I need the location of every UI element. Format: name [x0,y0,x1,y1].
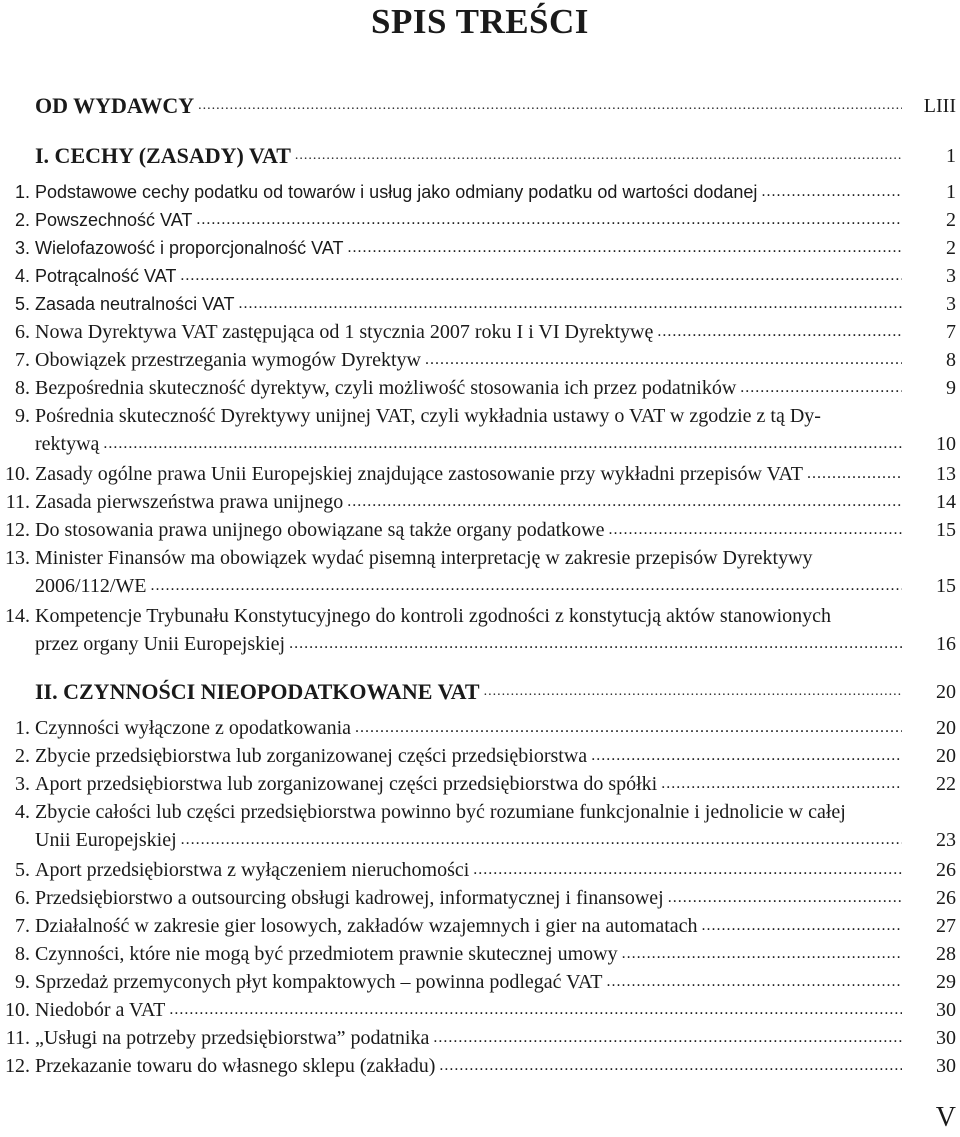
toc-chapter-1[interactable] [0,140,960,168]
toc-page-number: 3 [946,293,956,315]
toc-entry-number: 2. [14,210,30,230]
toc-entry[interactable] [0,712,960,740]
toc-entry[interactable] [0,458,960,486]
toc-page-number: 10 [936,433,956,455]
toc-page-number: 22 [936,773,956,795]
toc-entry[interactable] [0,344,960,372]
toc-page-number: 20 [936,681,956,703]
toc-entry-number: 4. [14,266,30,286]
toc-entry[interactable] [0,994,960,1022]
toc-entry-number: 5. [15,859,30,881]
toc-entry-number: 5. [14,294,30,314]
toc-page-number: 26 [936,859,956,881]
toc-entry-title: Niedobór a VAT [35,999,166,1021]
toc-entry-number: 12. [5,1055,30,1077]
toc-entry-number: 8. [15,943,30,965]
toc-entry-title-continued: przez organy Unii Europejskiej [35,633,286,655]
toc-page-number: 29 [936,971,956,993]
toc-entry-title: Przekazanie towaru do własnego sklepu (zakładu) [35,1055,436,1077]
toc-entry-number: 6. [15,887,30,909]
toc-entry-number: 4. [15,801,30,823]
toc-entry-title: Sprzedaż przemyconych płyt kompaktowych – powinna podlegać VAT [35,971,603,993]
toc-entry-continuation[interactable] [0,824,960,852]
toc-page-number: 2 [946,237,956,259]
toc-entry-number: 10. [5,463,30,485]
toc-page-number: 2 [946,209,956,231]
toc-entry-title: Zbycie całości lub części przedsiębiorstwa powinno być rozumiane funkcjonalnie i jednolicie w całej [35,801,846,823]
toc-entry[interactable] [0,796,960,824]
toc-entry-title: Czynności, które nie mogą być przedmiotem prawnie skutecznej umowy [35,943,618,965]
toc-page-number: 3 [946,265,956,287]
toc-page-number: LIII [923,95,956,117]
toc-entry[interactable] [0,232,960,260]
toc-entry-title: Obowiązek przestrzegania wymogów Dyrektyw [35,349,421,371]
toc-entry-number: 1. [14,182,30,202]
toc-entry[interactable] [0,1050,960,1078]
toc-page-number: 30 [936,1055,956,1077]
toc-entry-title: Nowa Dyrektywa VAT zastępująca od 1 stycznia 2007 roku I i VI Dyrektywę [35,321,654,343]
page-number-footer: V [935,1102,956,1133]
toc-entry-title-continued: rektywą [35,433,100,455]
toc-entry-title: Zasada pierwszeństwa prawa unijnego [35,491,344,513]
toc-page-number: 20 [936,717,956,739]
toc-chapter-label: II. CZYNNOŚCI NIEOPODATKOWANE VAT [35,679,480,704]
toc-entry[interactable] [0,400,960,428]
toc-page-number: 13 [936,463,956,485]
toc-entry[interactable] [0,260,960,288]
toc-chapter-label: OD WYDAWCY [35,93,195,118]
toc-entry[interactable] [0,542,960,570]
toc-page-number: 9 [946,377,956,399]
toc-entry-title: Do stosowania prawa unijnego obowiązane są także organy podatkowe [35,519,605,541]
toc-page-number: 1 [946,181,956,203]
toc-entry-title: Aport przedsiębiorstwa lub zorganizowanej części przedsiębiorstwa do spółki [35,773,658,795]
toc-entry-title-continued: Unii Europejskiej [35,829,177,851]
toc-entry-title: Potrącalność VAT [35,266,177,286]
toc-page-number: 15 [936,575,956,597]
toc-chapter-od-wydawcy[interactable] [0,90,960,118]
toc-entry-title: Aport przedsiębiorstwa z wyłączeniem nieruchomości [35,859,470,881]
toc-entry-number: 14. [5,605,30,627]
toc-entry-continuation[interactable] [0,628,960,656]
toc-page-number: 26 [936,887,956,909]
toc-entry-continuation[interactable] [0,428,960,456]
toc-page-number: 20 [936,745,956,767]
toc-entry[interactable] [0,514,960,542]
toc-entry-number: 12. [5,519,30,541]
toc-entry-number: 13. [5,547,30,569]
toc-chapter-2[interactable] [0,676,960,704]
toc-page-number: 28 [936,943,956,965]
toc-page-number: 30 [936,1027,956,1049]
toc-entry[interactable] [0,910,960,938]
toc-entry-title: Bezpośrednia skuteczność dyrektyw, czyli możliwość stosowania ich przez podatników [35,377,737,399]
toc-entry[interactable] [0,938,960,966]
page-title: SPIS TREŚCI [371,2,589,41]
toc-entry-number: 1. [15,717,30,739]
toc-entry-continuation[interactable] [0,570,960,598]
toc-page-number: 27 [936,915,956,937]
toc-entry-title: Powszechność VAT [35,210,193,230]
toc-entry-title: Pośrednia skuteczność Dyrektywy unijnej VAT, czyli wykładnia ustawy o VAT w zgodzie z tą Dy- [35,405,821,427]
toc-page-number: 14 [936,491,956,513]
toc-entry[interactable] [0,600,960,628]
toc-page-number: 15 [936,519,956,541]
toc-entry[interactable] [0,882,960,910]
toc-entry-title: Zasada neutralności VAT [35,294,235,314]
toc-entry[interactable] [0,372,960,400]
toc-entry-title: Wielofazowość i proporcjonalność VAT [35,238,344,258]
toc-entry-number: 7. [15,915,30,937]
toc-entry-title: „Usługi na potrzeby przedsiębiorstwa” podatnika [35,1027,430,1049]
toc-entry-title: Kompetencje Trybunału Konstytucyjnego do kontroli zgodności z konstytucją aktów stanowionych [35,605,831,627]
toc-entry-number: 8. [15,377,30,399]
toc-entry[interactable] [0,966,960,994]
toc-entry[interactable] [0,204,960,232]
toc-page-number: 23 [936,829,956,851]
toc-entry-title: Zbycie przedsiębiorstwa lub zorganizowanej części przedsiębiorstwa [35,745,588,767]
toc-page-number: 1 [946,145,956,167]
toc-entry[interactable] [0,486,960,514]
toc-entry[interactable] [0,288,960,316]
toc-entry-number: 3. [14,238,30,258]
toc-entry-title: Minister Finansów ma obowiązek wydać pisemną interpretację w zakresie przepisów Dyrektywy [35,547,813,569]
toc-page-number: 16 [936,633,956,655]
toc-entry-number: 6. [15,321,30,343]
toc-entry-title: Zasady ogólne prawa Unii Europejskiej znajdujące zastosowanie przy wykładni przepisów VAT [35,463,803,485]
toc-entry-number: 11. [5,1027,30,1049]
toc-chapter-label: I. CECHY (ZASADY) VAT [35,143,291,168]
toc-page-number: 8 [946,349,956,371]
toc-entry-number: 10. [5,999,30,1021]
toc-entry-title: Czynności wyłączone z opodatkowania [35,717,352,739]
toc-page-number: 7 [946,321,956,343]
toc-entry-number: 3. [15,773,30,795]
toc-entry-number: 7. [15,349,30,371]
toc-entry[interactable] [0,740,960,768]
toc-entry-number: 2. [15,745,30,767]
toc-entry[interactable] [0,176,960,204]
toc-entry[interactable] [0,1022,960,1050]
toc-entry[interactable] [0,854,960,882]
toc-entry-title: Działalność w zakresie gier losowych, zakładów wzajemnych i gier na automatach [35,915,698,937]
toc-entry-title: Podstawowe cechy podatku od towarów i usług jako odmiany podatku od wartości dodanej [35,182,758,202]
toc-entry-number: 11. [5,491,30,513]
toc-page-number: 30 [936,999,956,1021]
toc-entry-title: Przedsiębiorstwo a outsourcing obsługi kadrowej, informatycznej i finansowej [35,887,664,909]
toc-entry-number: 9. [15,405,30,427]
toc-entry-number: 9. [15,971,30,993]
toc-entry[interactable] [0,316,960,344]
toc-entry-title-continued: 2006/112/WE [35,575,147,597]
toc-entry[interactable] [0,768,960,796]
